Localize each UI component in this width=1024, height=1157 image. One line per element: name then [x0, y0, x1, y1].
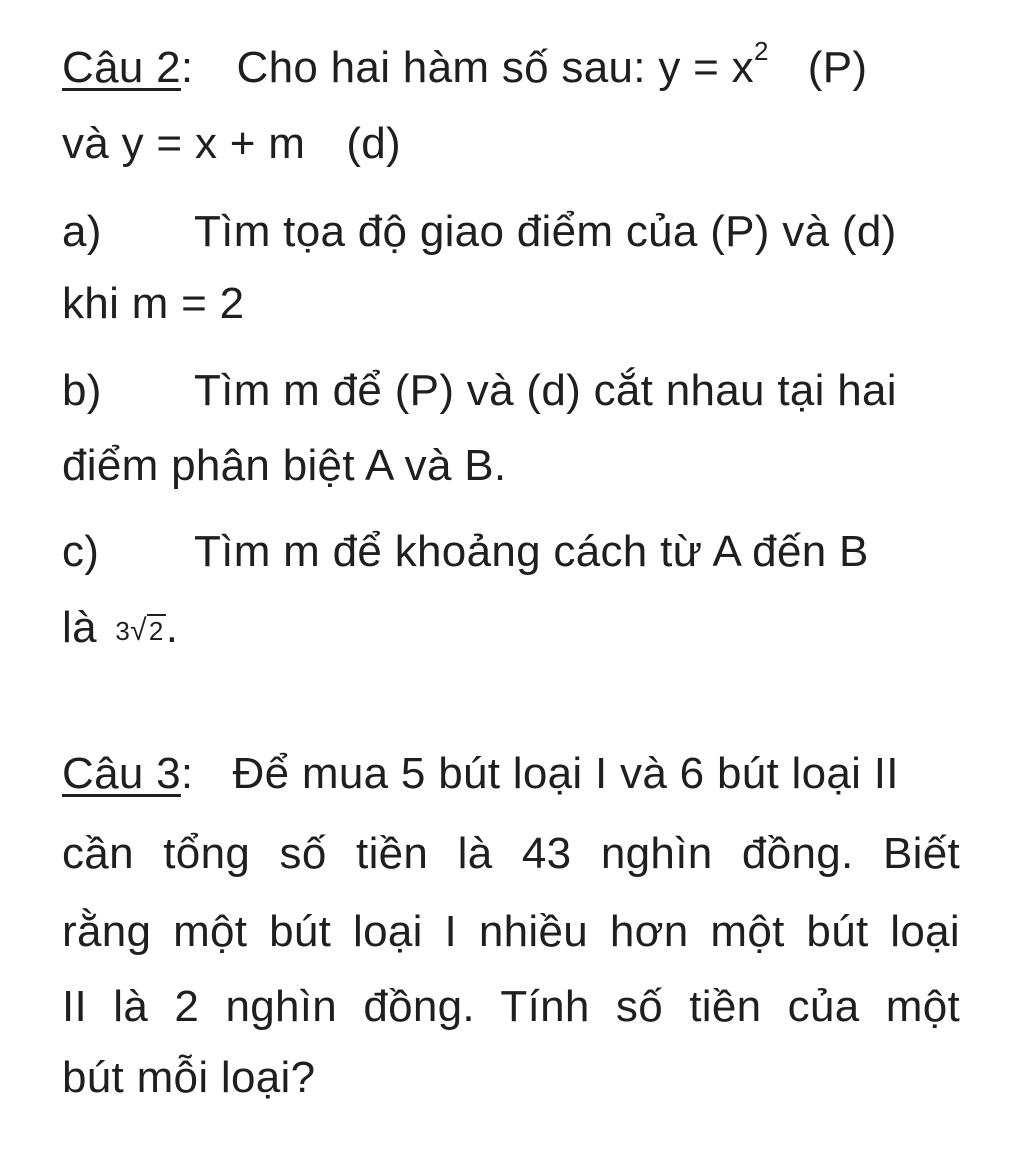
q3-line5: bút mỗi loại? [62, 1053, 316, 1102]
distance-coefficient: 3 [115, 616, 131, 646]
q2b-text-1: Tìm m để (P) và (d) cắt nhau tại hai [194, 366, 897, 415]
parabola-equation [658, 36, 769, 92]
parabola-exponent: 2 [753, 36, 769, 66]
parabola-tag: (P) [807, 43, 868, 92]
q2b-line1 [62, 363, 962, 419]
q2a-text-2: khi m = 2 [62, 279, 245, 328]
q2-heading-line [62, 36, 962, 96]
q2b-line2 [62, 438, 962, 494]
q2-and: và [62, 119, 110, 168]
q2c-period: . [165, 603, 179, 652]
distance-value [115, 603, 165, 659]
q3-label: Câu 3 [62, 749, 181, 798]
q3-line4: II là 2 nghìn đồng. Tính số tiền của một [62, 982, 960, 1031]
q3-colon: : [180, 749, 194, 798]
q2c-label: c) [62, 527, 100, 576]
q2a-text-1: Tìm tọa độ giao điểm của (P) và (d) [194, 207, 897, 256]
sqrt-symbol: √ [130, 614, 147, 647]
q2a-line2 [62, 276, 962, 332]
q3-line3: rằng một bút loại I nhiều hơn một bút loại [62, 907, 960, 956]
parabola-equation-base: y = x [658, 43, 754, 92]
q3-line1 [62, 746, 962, 802]
q2c-line1 [62, 524, 962, 580]
distance-radicand: 2 [148, 616, 164, 646]
q2c-text-1: Tìm m để khoảng cách từ A đến B [194, 527, 869, 576]
q2a-label: a) [62, 207, 102, 256]
line-equation: y = x + m [121, 119, 306, 168]
q2b-label: b) [62, 366, 102, 415]
q2-colon: : [180, 43, 194, 92]
q2b-text-2: điểm phân biệt A và B. [62, 441, 507, 490]
q2a-line1 [62, 204, 962, 260]
q3-text-1: Để mua 5 bút loại I và 6 bút loại II [232, 749, 899, 798]
q2-intro: Cho hai hàm số sau: [236, 43, 646, 92]
q2-line-equations [62, 116, 962, 172]
line-tag: (d) [346, 119, 402, 168]
q2-label: Câu 2 [62, 43, 181, 92]
q2c-prefix: là [62, 603, 97, 652]
q3-line2: cần tổng số tiền là 43 nghìn đồng. Biết [62, 829, 960, 878]
q2c-line2 [62, 600, 962, 659]
